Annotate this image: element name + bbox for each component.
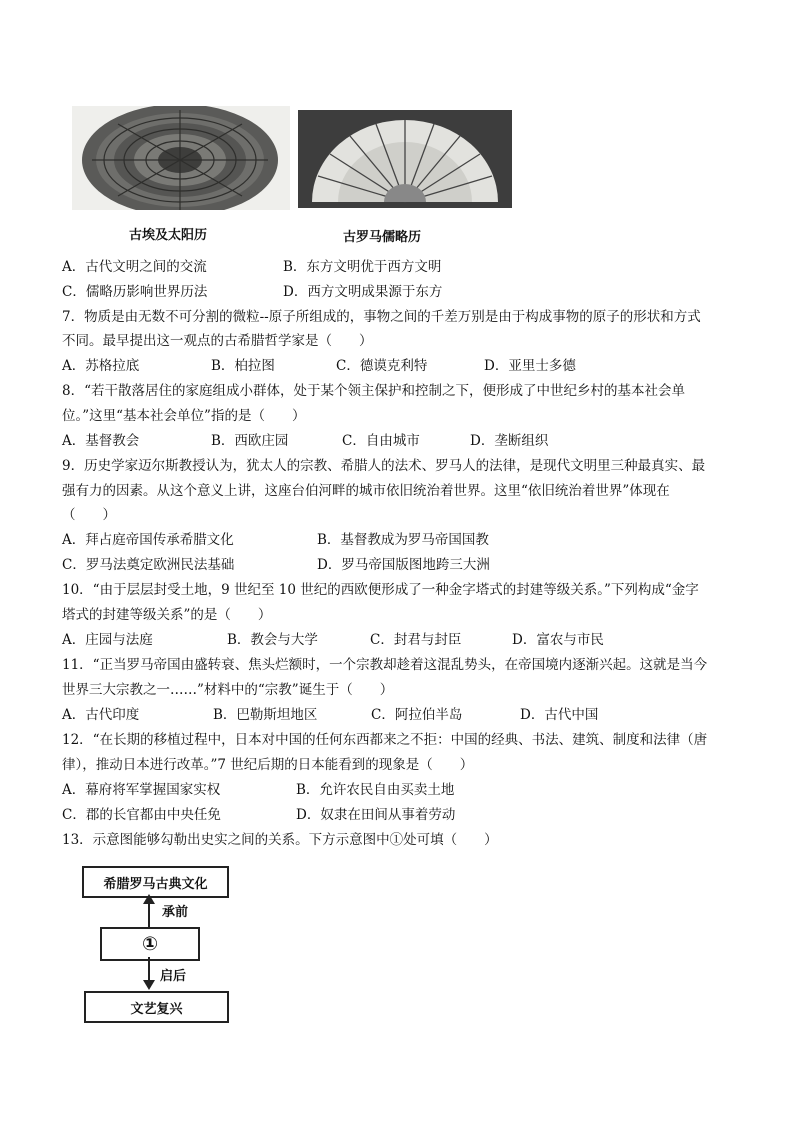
q8-option-b[interactable]: B．西欧庄园 <box>211 433 289 449</box>
q7-option-b[interactable]: B．柏拉图 <box>211 358 275 374</box>
q11-stem-line-2: 世界三大宗教之一……”材料中的“宗教”诞生于（ ） <box>62 682 394 698</box>
stone-calendar-icon <box>72 106 290 210</box>
q9-option-a[interactable]: A．拜占庭帝国传承希腊文化 <box>62 532 234 548</box>
lower-arrow-icon <box>140 957 160 991</box>
q11-option-a[interactable]: A．古代印度 <box>62 707 140 723</box>
q6-option-a[interactable]: A．古代文明之间的交流 <box>62 259 207 275</box>
q9-stem-line-1: 9．历史学家迈尔斯教授认为，犹太人的宗教、希腊人的法术、罗马人的法律，是现代文明里三种最真实、最 <box>62 458 706 474</box>
q7-option-a[interactable]: A．苏格拉底 <box>62 358 140 374</box>
q8-stem-line-1: 8．“若干散落居住的家庭组成小群体，处于某个领主保护和控制之下，便形成了中世纪乡村的基本社会单 <box>62 383 685 399</box>
roman-calendar-photo <box>298 110 512 208</box>
q11-option-c[interactable]: C．阿拉伯半岛 <box>371 707 463 723</box>
q9-option-d[interactable]: D．罗马帝国版图地跨三大洲 <box>317 557 490 573</box>
q8-option-d[interactable]: D．垄断组织 <box>470 433 549 449</box>
q6-option-c[interactable]: C．儒略历影响世界历法 <box>62 284 208 300</box>
egyptian-calendar-photo <box>72 106 290 210</box>
sundial-calendar-icon <box>298 110 512 208</box>
q6-option-d[interactable]: D．西方文明成果源于东方 <box>283 284 443 300</box>
q12-option-d[interactable]: D．奴隶在田间从事着劳动 <box>296 807 456 823</box>
q10-option-c[interactable]: C．封君与封臣 <box>370 632 462 648</box>
q10-option-d[interactable]: D．富农与市民 <box>512 632 604 648</box>
q12-option-b[interactable]: B．允许农民自由买卖土地 <box>296 782 455 798</box>
q8-stem-line-2: 位。”这里“基本社会单位”指的是（ ） <box>62 408 306 424</box>
upper-arrow-label: 承前 <box>162 905 189 920</box>
q7-option-d[interactable]: D．亚里士多德 <box>484 358 576 374</box>
q7-stem-line-1: 7．物质是由无数不可分割的微粒--原子所组成的，事物之间的千差万别是由于构成事物的原子的形状和方式 <box>62 309 701 325</box>
q8-option-c[interactable]: C．自由城市 <box>342 433 420 449</box>
roman-calendar-caption: 古罗马儒略历 <box>343 230 422 245</box>
q9-option-b[interactable]: B．基督教成为罗马帝国国教 <box>317 532 489 548</box>
q9-stem-line-3: （ ） <box>62 507 116 523</box>
q10-stem-line-1: 10．“由于层层封受土地，9 世纪至 10 世纪的西欧便形成了一种金字塔式的封建等级关系。”下列构成“金字 <box>62 582 699 598</box>
q11-stem-line-1: 11．“正当罗马帝国由盛转衰、焦头烂额时，一个宗教却趁着这混乱势头，在帝国境内逐渐兴起。这就是当今 <box>62 657 708 673</box>
q8-option-a[interactable]: A．基督教会 <box>62 433 140 449</box>
q12-stem-line-2: 律），推动日本进行改革。”7 世纪后期的日本能看到的现象是（ ） <box>62 757 474 773</box>
q12-stem-line-1: 12．“在长期的移植过程中，日本对中国的任何东西都来之不拒：中国的经典、书法、建筑、制度和法律（唐 <box>62 732 708 748</box>
q6-option-b[interactable]: B．东方文明优于西方文明 <box>283 259 442 275</box>
diagram-middle-box <box>100 927 200 961</box>
q11-option-d[interactable]: D．古代中国 <box>520 707 599 723</box>
q13-stem-line-1: 13．示意图能够勾勒出史实之间的关系。下方示意图中①处可填（ ） <box>62 832 498 848</box>
egyptian-calendar-caption: 古埃及太阳历 <box>129 228 208 243</box>
q10-option-a[interactable]: A．庄园与法庭 <box>62 632 153 648</box>
q10-option-b[interactable]: B．教会与大学 <box>227 632 318 648</box>
diagram-blank-marker: ① <box>141 933 159 955</box>
q7-stem-line-2: 不同。最早提出这一观点的古希腊哲学家是（ ） <box>62 333 373 349</box>
q7-option-c[interactable]: C．德谟克利特 <box>336 358 428 374</box>
q9-stem-line-2: 强有力的因素。从这个意义上讲，这座台伯河畔的城市依旧统治着世界。这里“依旧统治着世界”体现在 <box>62 483 670 499</box>
upper-arrow-icon <box>140 894 160 928</box>
q12-option-c[interactable]: C．郡的长官都由中央任免 <box>62 807 221 823</box>
diagram-top-box: 希腊罗马古典文化 <box>82 866 229 898</box>
diagram-bottom-box: 文艺复兴 <box>84 991 229 1023</box>
lower-arrow-label: 启后 <box>160 969 187 984</box>
q10-stem-line-2: 塔式的封建等级关系”的是（ ） <box>62 607 272 623</box>
q9-option-c[interactable]: C．罗马法奠定欧洲民法基础 <box>62 557 235 573</box>
q12-option-a[interactable]: A．幕府将军掌握国家实权 <box>62 782 221 798</box>
q11-option-b[interactable]: B．巴勒斯坦地区 <box>213 707 318 723</box>
